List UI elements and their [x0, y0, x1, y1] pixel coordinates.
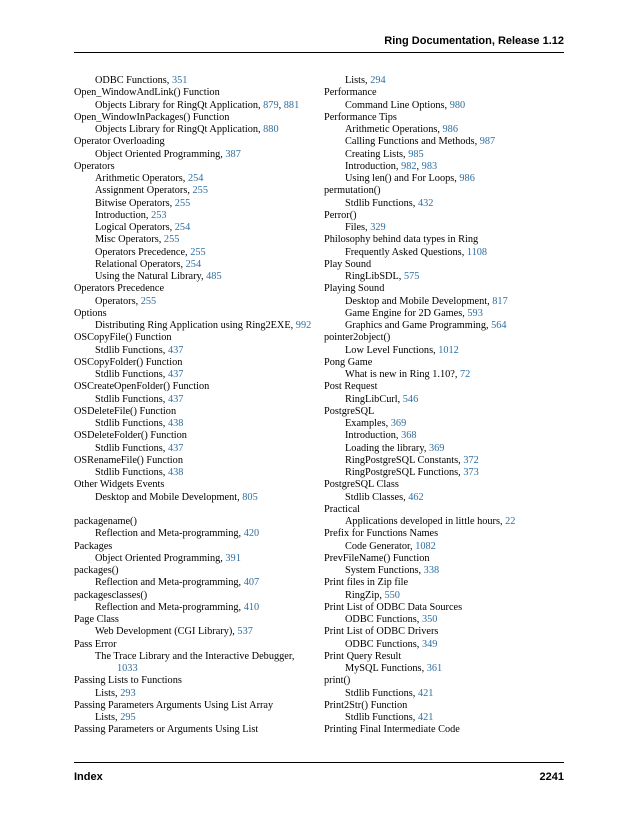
index-subentry — [324, 430, 568, 442]
page-reference-link[interactable]: 254 — [174, 222, 191, 233]
index-subentry — [74, 149, 318, 161]
index-entry-text: Relational Operators, — [95, 258, 186, 270]
page-reference-link[interactable]: 980 — [449, 99, 466, 111]
index-term — [324, 283, 568, 295]
page-reference-link[interactable]: 983 — [421, 160, 438, 172]
index-term — [74, 283, 318, 295]
index-subentry — [74, 247, 318, 259]
page-reference-link[interactable]: 992 — [295, 320, 312, 331]
index-subentry — [74, 467, 318, 479]
page-reference-link[interactable]: 564 — [491, 320, 507, 331]
index-entry-text: Lists, — [95, 687, 121, 699]
page-reference-link[interactable]: 350 — [421, 614, 438, 625]
index-entry-text: Arithmetic Operations, — [345, 124, 443, 135]
page-reference-link[interactable]: 805 — [242, 491, 258, 503]
page-reference-link[interactable]: 987 — [479, 136, 496, 148]
index-entry-text: Options — [74, 307, 107, 319]
index-entry-text: OSCopyFolder() Function — [74, 356, 183, 368]
index-term — [324, 185, 568, 197]
index-subentry — [74, 259, 318, 271]
index-entry-text: Print Query Result — [324, 650, 402, 662]
index-entry-text: ODBC Functions, — [345, 638, 422, 650]
index-term — [74, 87, 318, 99]
index-term — [324, 528, 568, 540]
index-subentry — [324, 614, 568, 626]
index-subentry — [74, 528, 318, 540]
index-entry-text: Open_WindowInPackages() Function — [74, 111, 230, 123]
index-entry-text: Pass Error — [74, 638, 117, 650]
index-subentry — [74, 271, 318, 283]
index-entry-text: Examples, — [345, 418, 391, 429]
index-entry-text: OSCreateOpenFolder() Function — [74, 381, 210, 393]
index-entry-text: Operators — [74, 160, 115, 172]
index-subentry — [324, 590, 568, 602]
index-subentry — [74, 124, 318, 136]
index-term — [324, 381, 568, 393]
index-subentry — [324, 271, 568, 283]
index-subentry — [74, 492, 318, 504]
index-subentry — [74, 222, 318, 234]
index-term — [324, 479, 568, 491]
page-reference-link[interactable]: 255 — [174, 197, 191, 209]
index-subentry — [74, 296, 318, 308]
index-entry-text: Open_WindowAndLink() Function — [74, 87, 220, 99]
page-reference-link[interactable]: 485 — [206, 271, 222, 282]
index-entry-text: RingZip, — [345, 589, 385, 601]
index-subentry — [324, 75, 568, 87]
index-entry-text: Logical Operators, — [95, 222, 175, 233]
index-entry-text: Philosophy behind data types in Ring — [324, 234, 479, 246]
index-entry-text: Web Development (CGI Library), — [95, 626, 238, 638]
index-entry-text: RingLibSDL, — [345, 271, 404, 282]
index-entry-text: PostgreSQL — [324, 405, 375, 417]
index-subentry — [324, 173, 568, 185]
index-subentry — [324, 712, 568, 724]
page-reference-link[interactable]: 338 — [423, 565, 440, 576]
index-entry-text: print() — [324, 675, 351, 687]
index-entry-text: OSCopyFile() Function — [74, 332, 172, 344]
page-reference-link[interactable]: 72 — [459, 369, 471, 380]
index-subentry — [324, 296, 568, 308]
index-entry-text: Code Generator, — [345, 540, 416, 552]
index-entry-text: RingPostgreSQL Constants, — [345, 454, 464, 466]
index-subentry — [74, 602, 318, 614]
index-entry-text: Lists, — [95, 712, 121, 723]
index-term — [74, 639, 318, 651]
index-term — [324, 602, 568, 614]
index-subentry — [324, 516, 568, 528]
footer-section-label: Index — [74, 771, 103, 783]
index-subentry — [324, 320, 568, 332]
index-entry-text: Distributing Ring Application using Ring2EXE, — [95, 320, 296, 331]
index-term — [324, 210, 568, 222]
index-subentry — [324, 198, 568, 210]
index-entry-text: Desktop and Mobile Development, — [345, 295, 493, 307]
index-entry-text: packagename() — [74, 516, 137, 527]
index-entry-text: Print files in Zip file — [324, 577, 409, 589]
index-entry-text: Introduction, — [345, 430, 402, 442]
index-term — [324, 675, 568, 687]
index-subentry — [324, 443, 568, 455]
page-reference-link[interactable]: 462 — [408, 491, 424, 503]
index-entry-text: Game Engine for 2D Games, — [345, 307, 468, 319]
index-subentry — [74, 75, 318, 87]
index-entry-text: Reflection and Meta-programming, — [95, 577, 244, 589]
index-entry-text: Stdlib Functions, — [345, 197, 418, 209]
index-entry-text: Passing Parameters Arguments Using List Array — [74, 699, 274, 711]
running-header-title: Ring Documentation, Release 1.12 — [384, 35, 564, 47]
index-entry-text: Passing Parameters or Arguments Using List — [74, 724, 259, 736]
index-term — [74, 516, 318, 528]
index-subentry — [74, 345, 318, 357]
index-entry-text: Loading the library, — [345, 442, 429, 454]
page-reference-link[interactable]: 982 — [401, 160, 417, 172]
page-reference-link[interactable]: 253 — [151, 209, 167, 221]
page-reference-link[interactable]: 391 — [225, 552, 241, 564]
page-reference-link[interactable]: 387 — [225, 148, 241, 160]
index-term — [74, 357, 318, 369]
index-entry-text: What is new in Ring 1.10?, — [345, 369, 460, 380]
index-entry-text: RingPostgreSQL Functions, — [345, 467, 464, 478]
footer-rule — [74, 762, 564, 763]
page-reference-link[interactable]: 372 — [463, 454, 479, 466]
index-term — [74, 724, 318, 736]
page-reference-link[interactable]: 294 — [370, 75, 386, 86]
index-entry-text: Stdlib Functions, — [95, 369, 168, 380]
index-entry-text: RingLibCurl, — [345, 393, 403, 405]
index-term — [324, 332, 568, 344]
index-entry-text: Practical — [324, 503, 361, 515]
index-entry-text: Low Level Functions, — [345, 344, 439, 356]
index-subentry — [324, 688, 568, 700]
index-entry-text: Print List of ODBC Drivers — [324, 626, 439, 638]
index-term — [324, 87, 568, 99]
index-term — [74, 430, 318, 442]
index-term — [74, 308, 318, 320]
index-term — [74, 590, 318, 602]
link-separator: , — [278, 99, 284, 111]
index-entry-text: Command Line Options, — [345, 99, 450, 111]
index-entry-text: ODBC Functions, — [345, 614, 422, 625]
page-reference-link[interactable]: 329 — [370, 222, 386, 233]
index-entry-text: Frequently Asked Questions, — [345, 246, 467, 258]
index-entry-text: Using the Natural Library, — [95, 271, 207, 282]
page-reference-link[interactable]: 1012 — [438, 344, 459, 356]
index-entry-text: System Functions, — [345, 565, 424, 576]
link-separator: , — [416, 160, 422, 172]
index-entry-text: Reflection and Meta-programming, — [95, 528, 244, 540]
page-reference-link[interactable]: 255 — [192, 185, 208, 197]
index-subentry — [74, 198, 318, 210]
page-reference-link[interactable]: 593 — [467, 307, 483, 319]
index-entry-text: Lists, — [345, 75, 371, 86]
index-subentry — [324, 369, 568, 381]
index-subentry — [74, 320, 318, 332]
index-entry-text: Other Widgets Events — [74, 479, 165, 491]
page-reference-link[interactable]: 432 — [417, 197, 434, 209]
page-reference-link[interactable]: 255 — [163, 234, 180, 246]
index-term — [74, 541, 318, 553]
index-entry-text: Pong Game — [324, 356, 373, 368]
page-reference-link[interactable]: 255 — [140, 295, 157, 307]
index-entry-text: Desktop and Mobile Development, — [95, 491, 243, 503]
index-subentry — [74, 173, 318, 185]
page-reference-link[interactable]: 575 — [403, 271, 420, 282]
index-subentry — [324, 308, 568, 320]
index-entry-text: Operators Precedence — [74, 283, 165, 295]
index-term — [74, 700, 318, 712]
page-reference-link[interactable]: 1082 — [415, 540, 436, 552]
page-reference-link[interactable]: 437 — [167, 442, 184, 454]
index-column-right — [324, 75, 568, 737]
page-reference-link[interactable]: 351 — [171, 75, 188, 86]
page-reference-link[interactable]: 407 — [243, 577, 260, 589]
index-term — [324, 357, 568, 369]
index-entry-text: Graphics and Game Programming, — [345, 320, 492, 331]
index-subentry — [324, 247, 568, 259]
index-subentry — [74, 577, 318, 589]
index-subentry — [74, 651, 318, 663]
index-term — [324, 577, 568, 589]
page-reference-link[interactable]: 295 — [120, 712, 136, 723]
index-entry-text: Stdlib Functions, — [345, 687, 418, 699]
index-entry-text: Introduction, — [95, 209, 152, 221]
index-subentry — [74, 626, 318, 638]
index-term — [324, 626, 568, 638]
index-entry-text: Objects Library for RingQt Application, — [95, 124, 264, 135]
page-reference-link[interactable]: 420 — [243, 528, 260, 540]
header-rule — [74, 52, 564, 53]
page-number: 2241 — [539, 771, 564, 783]
index-term — [324, 112, 568, 124]
page-reference-link[interactable]: 438 — [167, 418, 184, 429]
page-reference-link[interactable]: 361 — [426, 663, 443, 674]
page-reference-link[interactable]: 421 — [417, 712, 434, 723]
index-subentry — [324, 565, 568, 577]
index-subentry — [324, 161, 568, 173]
page-reference-link[interactable]: 349 — [421, 638, 438, 650]
index-entry-text: permutation() — [324, 185, 381, 197]
index-subentry — [324, 345, 568, 357]
page-reference-link[interactable]: 22 — [505, 516, 516, 527]
page-reference-link[interactable]: 546 — [402, 393, 419, 405]
page-reference-link[interactable]: 369 — [390, 418, 407, 429]
index-entry-text: Print List of ODBC Data Sources — [324, 601, 463, 613]
index-entry-text: Operator Overloading — [74, 136, 165, 148]
page-reference-link[interactable]: 373 — [463, 467, 479, 478]
index-entry-text: Performance — [324, 87, 377, 99]
index-subentry — [74, 369, 318, 381]
index-entry-text: OSDeleteFile() Function — [74, 405, 177, 417]
index-entry-text: PrevFileName() Function — [324, 552, 430, 564]
index-entry-text: Playing Sound — [324, 283, 385, 295]
index-entry-text: Stdlib Functions, — [95, 467, 168, 478]
index-subentry — [324, 136, 568, 148]
index-entry-text: Play Sound — [324, 258, 372, 270]
index-entry-text: OSDeleteFolder() Function — [74, 430, 187, 442]
index-subentry — [74, 712, 318, 724]
page-reference-link[interactable]: 986 — [459, 173, 475, 184]
index-entry-text: ODBC Functions, — [95, 75, 172, 86]
index-term — [74, 675, 318, 687]
page-reference-link[interactable]: 369 — [428, 442, 445, 454]
index-subentry — [324, 455, 568, 467]
index-term — [74, 455, 318, 467]
page-reference-link[interactable]: 879 — [263, 99, 279, 111]
index-entry-text: packagesclasses() — [74, 589, 148, 601]
index-term — [74, 614, 318, 626]
index-subentry — [74, 443, 318, 455]
page-reference-link[interactable]: 1033 — [117, 663, 138, 674]
index-entry-text: Reflection and Meta-programming, — [95, 601, 244, 613]
index-subentry — [74, 100, 318, 112]
index-entry-text: MySQL Functions, — [345, 663, 427, 674]
index-entry-text: Creating Lists, — [345, 148, 409, 160]
index-subentry — [74, 553, 318, 565]
page-reference-link[interactable]: 550 — [384, 589, 400, 601]
index-subentry — [74, 394, 318, 406]
page-reference-link[interactable]: 1108 — [466, 246, 488, 258]
index-term — [74, 161, 318, 173]
page-reference-link[interactable]: 437 — [167, 369, 184, 380]
index-entry-text: OSRenameFile() Function — [74, 454, 183, 466]
index-term — [324, 406, 568, 418]
index-subentry — [74, 210, 318, 222]
index-subentry — [324, 100, 568, 112]
index-entry-text: Arithmetic Operators, — [95, 173, 188, 184]
page-reference-link[interactable]: 985 — [408, 148, 424, 160]
index-entry-text: Performance Tips — [324, 111, 397, 123]
index-entry-text: Perror() — [324, 209, 357, 221]
index-term — [74, 136, 318, 148]
index-entry-text: Stdlib Functions, — [95, 393, 168, 405]
page-reference-link[interactable]: 437 — [167, 344, 184, 356]
page-reference-link[interactable]: 986 — [442, 124, 458, 135]
index-entry-text: Stdlib Functions, — [345, 712, 418, 723]
index-subentry — [74, 234, 318, 246]
index-entry-text: Passing Lists to Functions — [74, 675, 182, 687]
index-subentry — [74, 688, 318, 700]
index-subentry — [324, 394, 568, 406]
index-entry-text: Operators, — [95, 295, 141, 307]
index-term — [74, 112, 318, 124]
index-entry-text: Page Class — [74, 614, 119, 625]
index-entry-text: Objects Library for RingQt Application, — [95, 99, 264, 111]
index-term — [324, 724, 568, 736]
index-entry-text: Assignment Operators, — [95, 185, 193, 197]
index-entry-text: Using len() and For Loops, — [345, 173, 460, 184]
index-entry-text: PostgreSQL Class — [324, 479, 399, 491]
index-entry-text: Prefix for Functions Names — [324, 528, 439, 540]
index-entry-text: Post Request — [324, 381, 378, 393]
index-entry-text: Misc Operators, — [95, 234, 164, 246]
page-reference-link[interactable]: 817 — [492, 295, 508, 307]
index-subentry — [324, 639, 568, 651]
index-subentry — [74, 663, 318, 675]
index-subentry — [324, 149, 568, 161]
index-entry-text: packages() — [74, 565, 119, 576]
index-term — [74, 332, 318, 344]
index-subentry — [324, 492, 568, 504]
index-entry-text: Packages — [74, 540, 113, 552]
index-term — [74, 406, 318, 418]
index-term — [324, 234, 568, 246]
page-reference-link[interactable]: 880 — [263, 124, 279, 135]
index-entry-text: Stdlib Classes, — [345, 491, 409, 503]
index-term — [324, 259, 568, 271]
index-entry-text: Stdlib Functions, — [95, 344, 168, 356]
index-entry-text: Object Oriented Programming, — [95, 552, 226, 564]
index-entry-text: Operators Precedence, — [95, 246, 191, 258]
page-reference-link[interactable]: 293 — [120, 687, 136, 699]
index-term — [324, 553, 568, 565]
index-subentry — [74, 418, 318, 430]
index-subentry — [324, 467, 568, 479]
index-entry-text: Stdlib Functions, — [95, 442, 168, 454]
index-subentry — [74, 185, 318, 197]
page-reference-link[interactable]: 254 — [185, 258, 202, 270]
page-reference-link[interactable]: 368 — [401, 430, 417, 442]
index-entry-text: pointer2object() — [324, 332, 391, 344]
index-entry-text: Object Oriented Programming, — [95, 148, 226, 160]
page-reference-link[interactable]: 537 — [237, 626, 253, 638]
page-reference-link[interactable]: 410 — [243, 601, 260, 613]
index-term — [74, 381, 318, 393]
index-term — [74, 565, 318, 577]
index-entry-text: The Trace Library and the Interactive Debugger, — [95, 650, 295, 662]
page-reference-link[interactable]: 421 — [417, 687, 434, 699]
page-reference-link[interactable]: 881 — [283, 99, 300, 111]
index-term — [324, 651, 568, 663]
page-reference-link[interactable]: 438 — [167, 467, 184, 478]
index-term — [324, 700, 568, 712]
page-reference-link[interactable]: 255 — [190, 246, 206, 258]
index-entry-text: Print2Str() Function — [324, 699, 408, 711]
index-subentry — [324, 541, 568, 553]
index-subentry — [324, 222, 568, 234]
index-term — [324, 504, 568, 516]
index-term — [74, 479, 318, 491]
index-column-left — [74, 75, 318, 737]
index-entry-text: Introduction, — [345, 160, 402, 172]
index-subentry — [324, 124, 568, 136]
page-reference-link[interactable]: 254 — [187, 173, 204, 184]
index-entry-text: Bitwise Operators, — [95, 197, 175, 209]
page-reference-link[interactable]: 437 — [167, 393, 184, 405]
index-entry-text: Printing Final Intermediate Code — [324, 724, 460, 736]
index-entry-text: Calling Functions and Methods, — [345, 136, 480, 148]
index-entry-text: Stdlib Functions, — [95, 418, 168, 429]
index-subentry — [324, 663, 568, 675]
index-spacer — [74, 504, 318, 516]
index-subentry — [324, 418, 568, 430]
index-entry-text: Applications developed in little hours, — [345, 516, 506, 527]
index-entry-text: Files, — [345, 222, 371, 233]
